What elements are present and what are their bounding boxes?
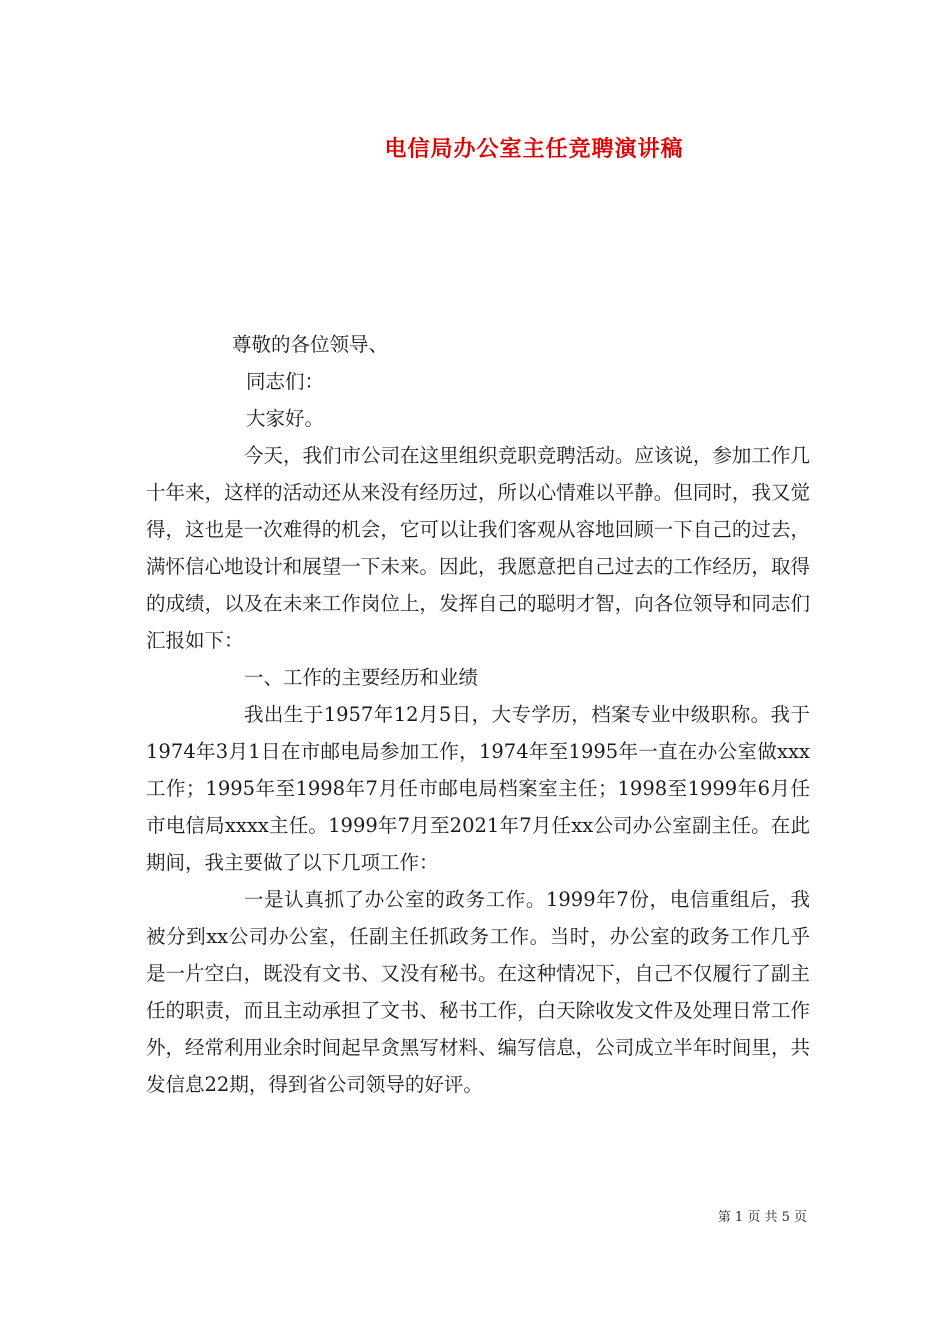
body-paragraph: 今天，我们市公司在这里组织竞职竞聘活动。应该说，参加工作几十年来，这样的活动还从来没有经历过，所以心情难以平静。但同时，我又觉得，这也是一次难得的机会，它可以让我们客观从容地回顾一下自己的过去，满怀信心地设计和展望一下未来。因此，我愿意把自己过去的工作经历，取得的成绩，以及在未来工作岗位上，发挥自己的聪明才智，向各位领导和同志们汇报如下：	[146, 444, 810, 652]
greeting-line: 尊敬的各位领导、	[232, 333, 389, 356]
body-paragraph: 一是认真抓了办公室的政务工作。1999年7份，电信重组后，我被分到xx公司办公室，任副主任抓政务工作。当时，办公室的政务工作几乎是一片空白，既没有文书、又没有秘书。在这种情况下，自己不仅履行了副主任的职责，而且主动承担了文书、秘书工作，白天除收发文件及处理日常工作外，经常利用业余时间起早贪黑写材料、编写信息，公司成立半年时间里，共发信息22期，得到省公司领导的好评。	[146, 888, 810, 1096]
document-title: 电信局办公室主任竞聘演讲稿	[384, 136, 684, 162]
greeting-line: 同志们：	[246, 370, 325, 393]
page-number-footer: 第 1 页 共 5 页	[717, 1210, 807, 1225]
section-heading: 一、工作的主要经历和业绩	[244, 666, 479, 689]
body-paragraph: 我出生于1957年12月5日，大专学历，档案专业中级职称。我于1974年3月1日在市邮电局参加工作，1974年至1995年一直在办公室做xxx工作；1995年至1998年7月任市邮电局档案室主任；1998至1999年6月任市电信局xxxx主任。1999年7月至2021年7月任xx公司办公室副主任。在此期间，我主要做了以下几项工作：	[146, 703, 810, 874]
document-body	[146, 326, 810, 1103]
greeting-line: 大家好。	[246, 407, 325, 430]
